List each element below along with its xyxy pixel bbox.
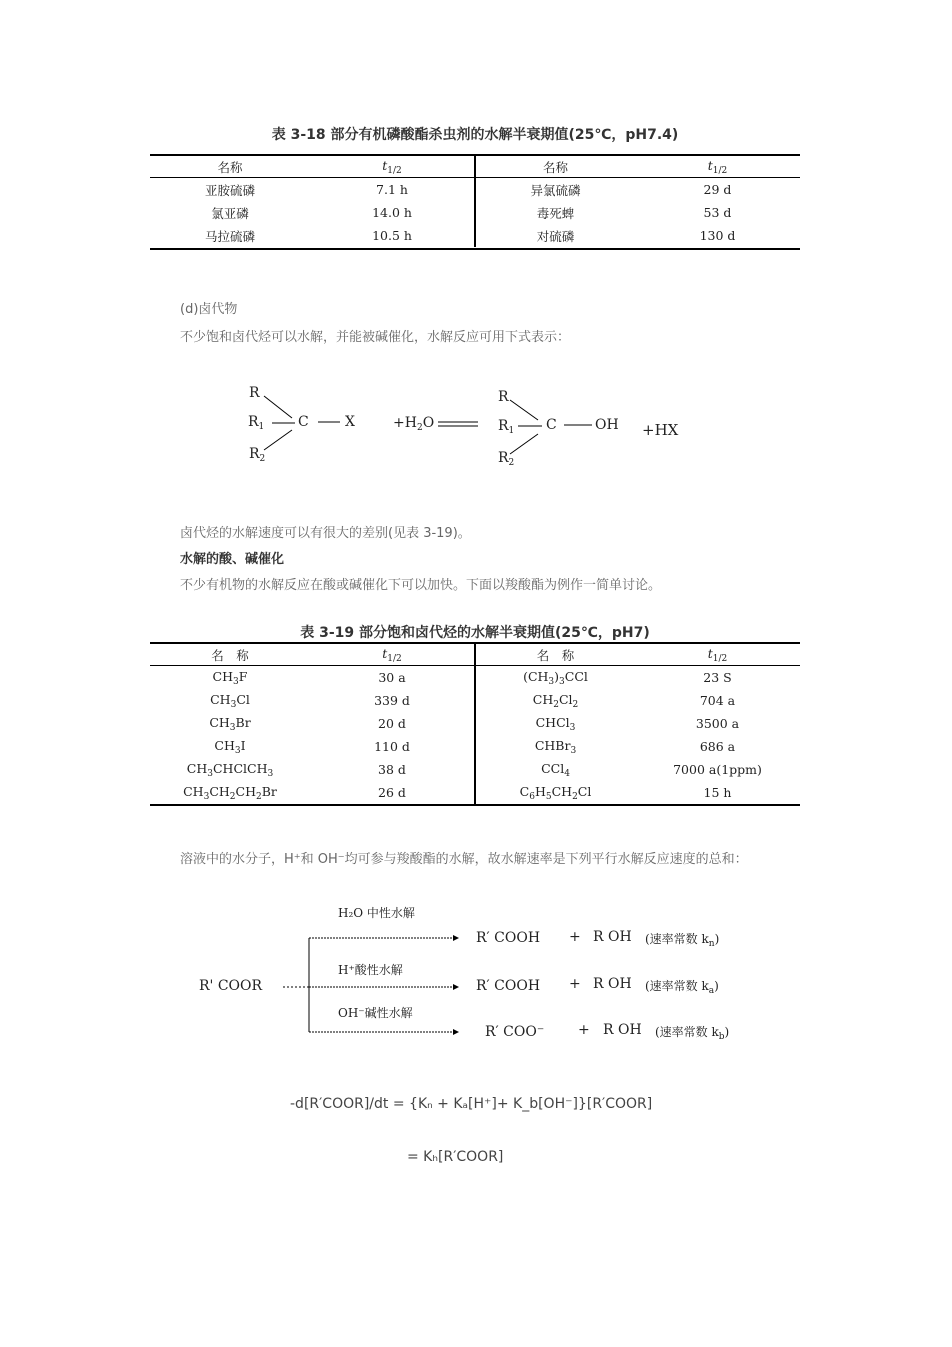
table1-cell: 亚胺硫磷 <box>204 182 255 198</box>
table2-cell: 26 d <box>378 785 406 800</box>
table2-cell: CCl$_4$ <box>475 758 635 781</box>
rate-equation-2: = Kₕ[R′COOR] <box>407 1149 504 1165</box>
table2-cell: $C_6H_5CH_2Cl$ <box>475 781 635 804</box>
paragraph-acid-base-intro: 不少有机物的水解反应在酸或碱催化下可以加快。下面以羧酸酯为例作一简单讨论。 <box>180 578 662 593</box>
table2-cell: $CH_3Br$ <box>209 714 251 733</box>
table1-header-t-right: $t_{1/2}$ <box>635 156 800 178</box>
table2-cell: $CH_3Cl$ <box>210 691 250 710</box>
table1-cell: 异氯硫磷 <box>475 178 635 202</box>
branch-neutral-rate: (速率常数 $k_n$) <box>645 932 720 949</box>
table2-header-row <box>150 644 800 666</box>
rate-equation-1: -d[R′COOR]/dt = {Kₙ + Kₐ[H⁺]+ K_b[OH⁻]}[R′COOR] <box>290 1096 653 1112</box>
table1 <box>150 156 800 247</box>
branch-base-product2: R OH <box>603 1022 642 1038</box>
table2-header-name-left: 名 称 <box>150 644 310 666</box>
table1-caption: 表 3-18 部分有机磷酸酯杀虫剂的水解半衰期值(25℃，pH7.4) <box>271 127 679 143</box>
branch-base-label: OH⁻碱性水解 <box>338 1006 413 1020</box>
table1-cell: 对硫磷 <box>475 224 635 247</box>
branch-base-product1: R′ COO⁻ <box>485 1024 545 1040</box>
table2-cell: $CH_3I$ <box>214 737 246 756</box>
table2 <box>150 644 800 804</box>
table1-bottom-rule <box>150 248 800 250</box>
table2-cell: 20 d <box>378 716 406 731</box>
table-row <box>150 178 800 202</box>
table1-cell: 53 d <box>703 205 732 220</box>
water-reagent: $+H_2O$ <box>393 415 435 433</box>
table1-cell: 氯亚磷 <box>211 205 249 221</box>
product-hydroxyl: OH <box>595 417 619 433</box>
branch-acid-label: H⁺酸性水解 <box>338 963 403 977</box>
scheme-reactant: R' COOR <box>199 978 263 994</box>
table2-cell: $CH_3F$ <box>212 668 248 687</box>
reaction-bonds <box>240 378 710 478</box>
table-row <box>150 201 800 224</box>
branch-neutral-product1: R′ COOH <box>476 930 541 946</box>
table2-cell: $CH_3CH_2CH_2Br$ <box>183 783 277 802</box>
byproduct-hx: +HX <box>642 421 679 439</box>
paragraph-rate-difference: 卤代烃的水解速度可以有很大的差别(见表 3-19)。 <box>180 526 471 541</box>
table2-cell: 23 S <box>703 670 732 685</box>
table2-header-t-left: $t_{1/2}$ <box>310 644 475 666</box>
product-r: R <box>498 389 509 405</box>
table2-cell: 686 a <box>699 739 736 754</box>
table-row <box>150 781 800 804</box>
section-d-heading: (d)卤代物 <box>180 302 238 317</box>
branch-neutral-label: H₂O 中性水解 <box>338 906 415 920</box>
branch-base-plus: + <box>578 1022 590 1038</box>
table-row <box>150 735 800 758</box>
branch-acid-rate: (速率常数 $k_a$) <box>645 979 719 996</box>
branch-neutral-product2: R OH <box>593 929 632 945</box>
hydrolysis-reaction-diagram <box>240 378 710 478</box>
table-row <box>150 224 800 247</box>
table2-cell: $CH_3CHClCH_3$ <box>186 760 274 779</box>
table-row <box>150 689 800 712</box>
section-d-intro: 不少饱和卤代烃可以水解，并能被碱催化，水解反应可用下式表示： <box>180 330 571 345</box>
table2-cell: 7000 a(1ppm) <box>673 762 762 777</box>
table1-header-row <box>150 156 800 178</box>
reactant-carbon: C <box>298 414 309 430</box>
table2-cell: 110 d <box>374 739 410 754</box>
table2-cell: 3500 a <box>695 716 740 731</box>
table2-cell: $CH_2Cl_2$ <box>475 689 635 712</box>
branch-base-rate: (速率常数 $k_b$) <box>655 1025 730 1042</box>
table2-cell: 38 d <box>378 762 406 777</box>
table2-cell: 15 h <box>703 785 732 800</box>
paragraph-parallel-hydrolysis: 溶液中的水分子，H⁺和 OH⁻均可参与羧酸酯的水解，故水解速率是下列平行水解反应速度的总和： <box>180 852 748 867</box>
product-r1: $R_1$ <box>498 418 515 436</box>
table-row <box>150 666 800 690</box>
table1-cell: 马拉硫磷 <box>204 228 255 244</box>
table1-header-name-left: 名称 <box>150 156 310 178</box>
product-carbon: C <box>546 417 557 433</box>
reactant-r: R <box>249 385 260 401</box>
table2-header-t-right: $t_{1/2}$ <box>635 644 800 666</box>
table1-header-name-right: 名称 <box>475 156 635 178</box>
table2-bottom-rule <box>150 804 800 806</box>
branch-acid-product1: R′ COOH <box>476 978 541 994</box>
branch-acid-product2: R OH <box>593 976 632 992</box>
reactant-r1: $R_1$ <box>248 414 265 432</box>
table1-cell: 10.5 h <box>372 228 412 243</box>
reactant-r2: $R_2$ <box>249 446 266 464</box>
table2-header-name-right: 名 称 <box>475 644 635 666</box>
branch-acid-plus: + <box>569 976 581 992</box>
table1-cell: 毒死蜱 <box>475 201 635 224</box>
branch-neutral-plus: + <box>569 929 581 945</box>
hydrolysis-scheme <box>195 898 755 1048</box>
table2-cell: CHBr$_3$ <box>475 735 635 758</box>
table2-caption: 表 3-19 部分饱和卤代烃的水解半衰期值(25℃，pH7) <box>300 625 650 641</box>
table-row <box>150 712 800 735</box>
table-row <box>150 758 800 781</box>
table2-cell: $(CH_3)_3CCl$ <box>475 666 635 690</box>
table2-cell: 704 a <box>699 693 736 708</box>
table2-cell: 30 a <box>378 670 406 685</box>
reactant-halogen: X <box>345 414 355 430</box>
table1-cell: 130 d <box>699 228 736 243</box>
table1-cell: 7.1 h <box>376 182 408 197</box>
table1-cell: 14.0 h <box>372 205 412 220</box>
subheading-acid-base-catalysis: 水解的酸、碱催化 <box>180 552 285 567</box>
table1-header-t-left: $t_{1/2}$ <box>310 156 475 178</box>
table1-cell: 29 d <box>703 182 732 197</box>
table2-cell: CHCl$_3$ <box>475 712 635 735</box>
product-r2: $R_2$ <box>498 450 515 468</box>
table2-cell: 339 d <box>374 693 410 708</box>
